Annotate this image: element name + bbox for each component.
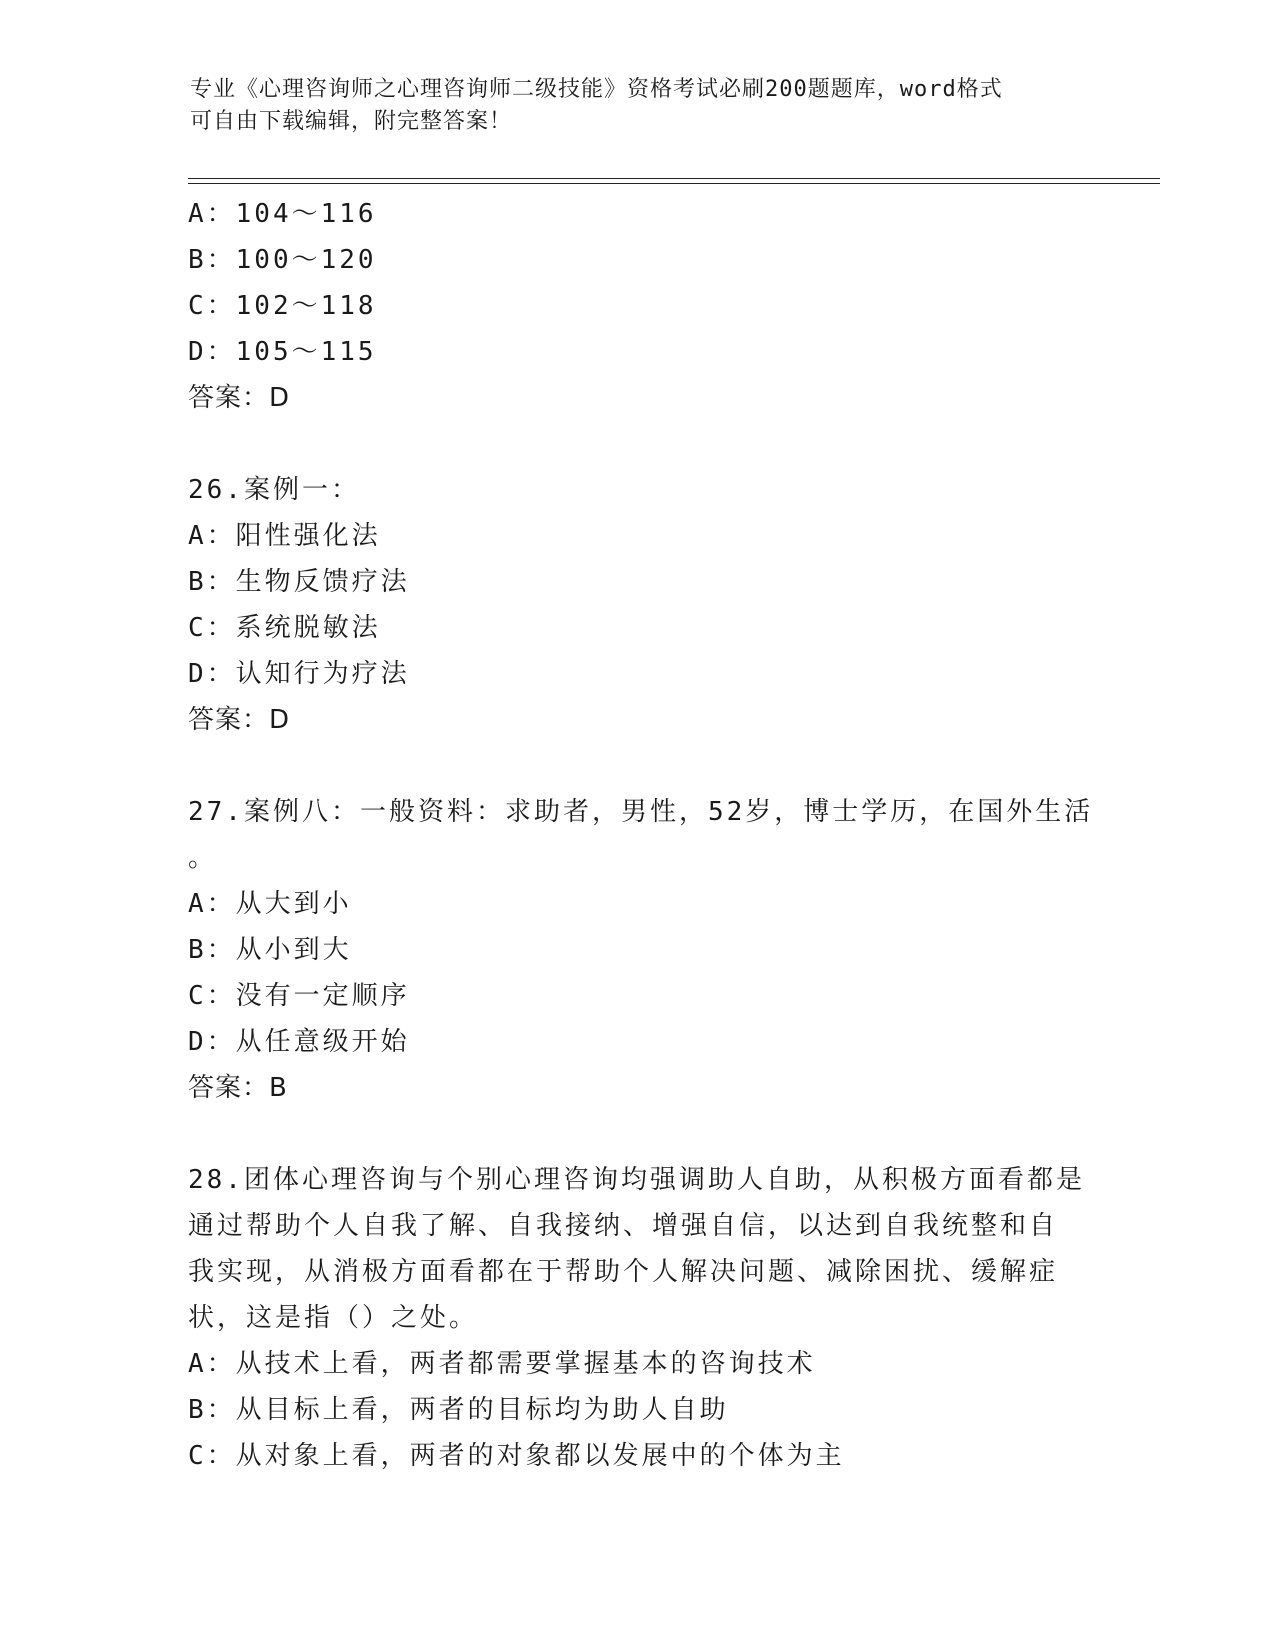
q28-stem-line-1: 28.团体心理咨询与个别心理咨询均强调助人自助，从积极方面看都是: [188, 1165, 1085, 1195]
header-divider-bottom: [188, 183, 1160, 184]
q25-option-a: A：104～116: [188, 199, 377, 229]
header-title-line-1: 专业《心理咨询师之心理咨询师二级技能》资格考试必刷200题题库，word格式: [190, 77, 1003, 102]
spacer: [188, 1111, 1088, 1157]
q28-stem-line-4: 状，这是指（）之处。: [188, 1303, 479, 1333]
q27-option-c: C：没有一定顺序: [188, 981, 410, 1011]
question-27: [188, 789, 1094, 1111]
q26-option-c: C：系统脱敏法: [188, 613, 381, 643]
q28-stem-line-2: 通过帮助个人自我了解、自我接纳、增强自信，以达到自我统整和自: [188, 1211, 1059, 1241]
q26-answer: 答案：D: [188, 705, 291, 735]
q25-option-d: D：105～115: [188, 337, 377, 367]
q28-option-a: A：从技术上看，两者都需要掌握基本的咨询技术: [188, 1349, 816, 1379]
q26-option-d: D：认知行为疗法: [188, 659, 410, 689]
q25-option-c: C：102～118: [188, 291, 377, 321]
header-divider-top: [188, 178, 1160, 179]
q28-stem-line-3: 我实现，从消极方面看都在于帮助个人解决问题、减除困扰、缓解症: [188, 1257, 1059, 1287]
q26-option-b: B：生物反馈疗法: [188, 567, 410, 597]
question-content: [188, 191, 1094, 1479]
q28-option-b: B：从目标上看，两者的目标均为助人自助: [188, 1395, 729, 1425]
document-header: [190, 74, 1090, 138]
q28-option-c: C：从对象上看，两者的对象都以发展中的个体为主: [188, 1441, 845, 1471]
q25-answer: 答案：D: [188, 383, 291, 413]
q27-option-d: D：从任意级开始: [188, 1027, 410, 1057]
spacer: [188, 421, 1088, 467]
q26-option-a: A：阳性强化法: [188, 521, 381, 551]
header-title-line-2: 可自由下载编辑，附完整答案！: [190, 109, 513, 134]
question-26: [188, 467, 1088, 743]
q27-stem-line-2: 。: [188, 843, 218, 873]
q27-option-a: A：从大到小: [188, 889, 352, 919]
q26-stem: 26.案例一：: [188, 475, 360, 505]
q25-option-b: B：100～120: [188, 245, 377, 275]
q27-stem-line-1: 27.案例八：一般资料：求助者，男性，52岁，博士学历，在国外生活: [188, 797, 1094, 827]
question-28: [188, 1157, 1088, 1479]
q27-answer: 答案：B: [188, 1073, 288, 1103]
spacer: [188, 743, 1088, 789]
question-25: [188, 191, 1088, 421]
q27-option-b: B：从小到大: [188, 935, 352, 965]
